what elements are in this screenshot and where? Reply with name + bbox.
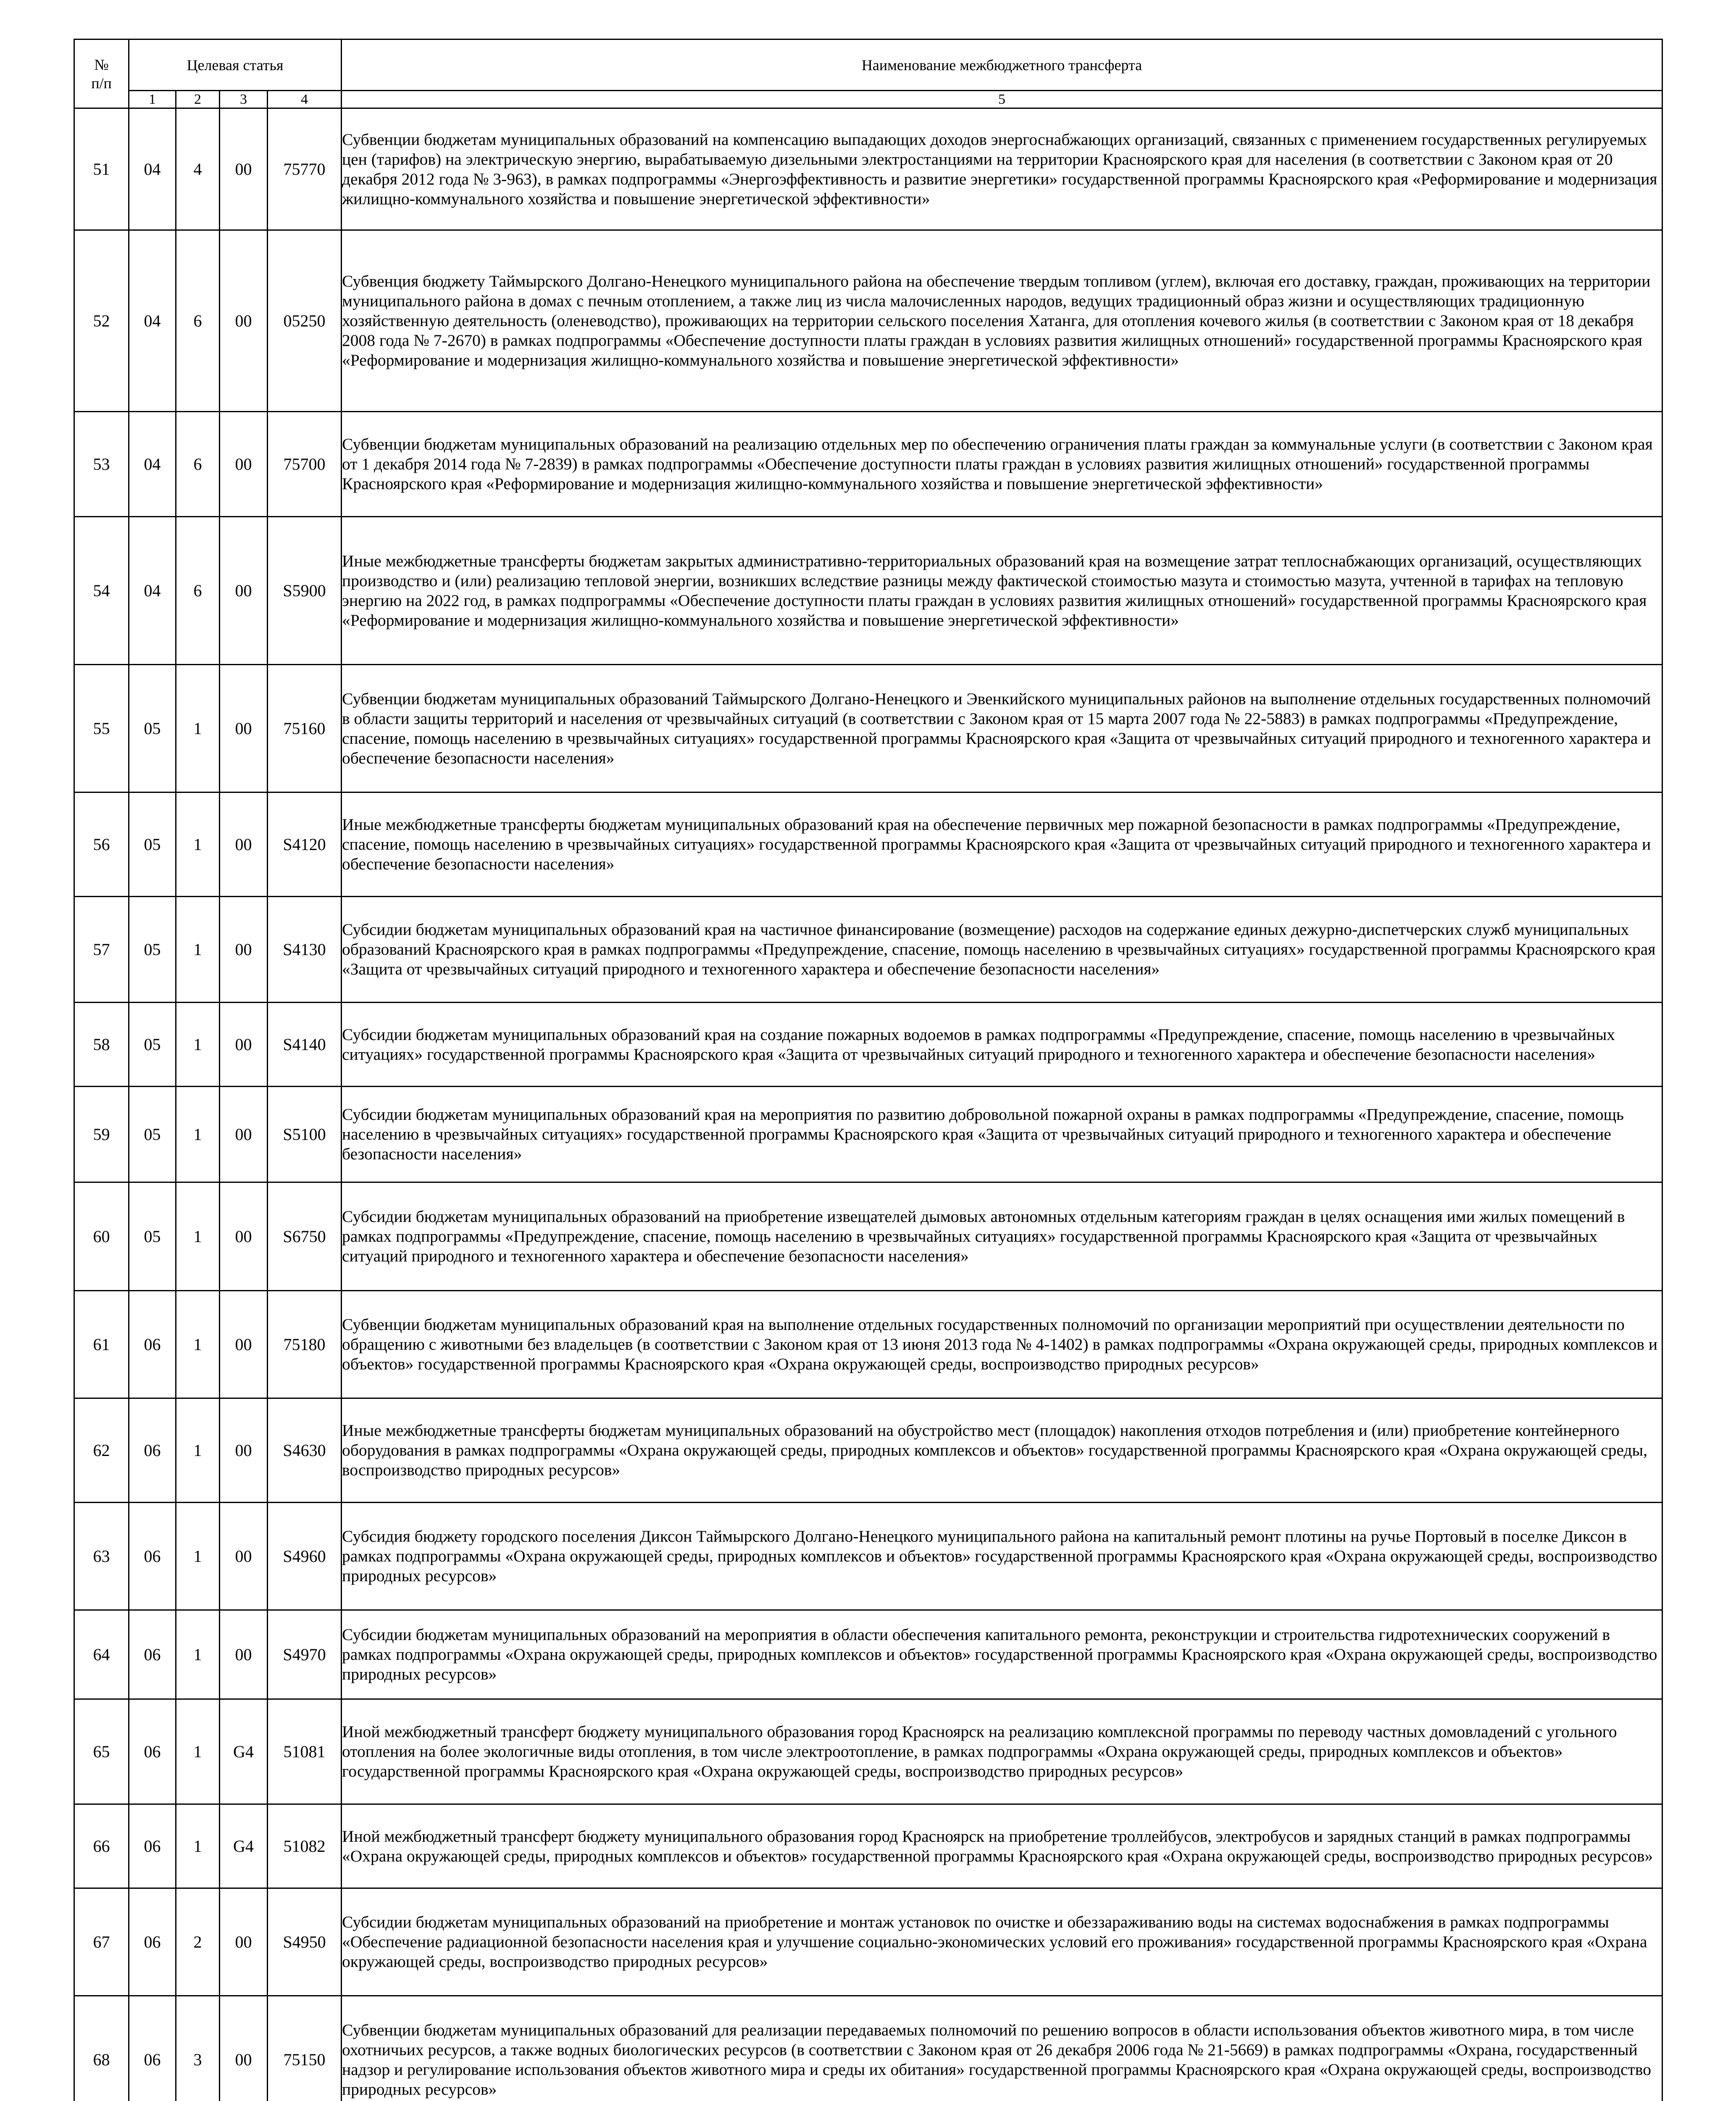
code-2: 4 bbox=[176, 108, 220, 230]
code-2: 1 bbox=[176, 1291, 220, 1398]
table-row bbox=[74, 1291, 1662, 1398]
transfer-description: Субвенции бюджетам муниципальных образований для реализации передаваемых полномочий по решению вопросов в области использования объектов животного мира, в том числе охотничьих ресурсов, а также водных биологических ресурсов (в соответствии с Законом края от 26 декабря 2006 года № 21-5669) в рамках подпрограммы «Охрана, государственный надзор и регулирование использования объектов животного мира и среды их обитания» государственной программы Красноярского края «Охрана окружающей среды, воспроизводство природных ресурсов» bbox=[342, 1996, 1662, 2101]
code-2: 1 bbox=[176, 1087, 220, 1182]
code-2: 1 bbox=[176, 1182, 220, 1291]
row-number: 63 bbox=[74, 1503, 129, 1610]
transfer-description: Субсидии бюджетам муниципальных образований на приобретение извещателей дымовых автономных отдельным категориям граждан в целях оснащения ими жилых помещений в рамках подпрограммы «Предупреждение, спасение, помощь населению в чрезвычайных ситуациях» государственной программы Красноярского края «Защита от чрезвычайных ситуаций природного и техногенного характера и обеспечение безопасности населения» bbox=[342, 1182, 1662, 1291]
code-3: 00 bbox=[220, 1398, 268, 1503]
header-col-1: 1 bbox=[129, 91, 176, 108]
transfer-description: Иные межбюджетные трансферты бюджетам муниципальных образований края на обеспечение первичных мер пожарной безопасности в рамках подпрограммы «Предупреждение, спасение, помощь населению в чрезвычайных ситуациях» государственной программы Красноярского края «Защита от чрезвычайных ситуаций природного и техногенного характера и обеспечение безопасности населения» bbox=[342, 792, 1662, 897]
transfer-description: Субвенции бюджетам муниципальных образований края на выполнение отдельных государственных полномочий по организации мероприятий при осуществлении деятельности по обращению с животными без владельцев (в соответствии с Законом края от 13 июня 2013 года № 4-1402) в рамках подпрограммы «Охрана окружающей среды, природных комплексов и объектов» государственной программы Красноярского края «Охрана окружающей среды, воспроизводство природных ресурсов» bbox=[342, 1291, 1662, 1398]
row-number: 55 bbox=[74, 665, 129, 792]
code-4: 75150 bbox=[268, 1996, 342, 2101]
code-1: 05 bbox=[129, 897, 176, 1003]
table-row bbox=[74, 1804, 1662, 1888]
transfer-description: Субсидии бюджетам муниципальных образований края на мероприятия по развитию добровольной пожарной охраны в рамках подпрограммы «Предупреждение, спасение, помощь населению в чрезвычайных ситуациях» государственной программы Красноярского края «Защита от чрезвычайных ситуаций природного и техногенного характера и обеспечение безопасности населения» bbox=[342, 1087, 1662, 1182]
header-num-text: № п/п bbox=[91, 56, 112, 92]
row-number: 62 bbox=[74, 1398, 129, 1503]
row-number: 56 bbox=[74, 792, 129, 897]
code-4: S4630 bbox=[268, 1398, 342, 1503]
code-2: 6 bbox=[176, 230, 220, 412]
code-1: 05 bbox=[129, 792, 176, 897]
transfer-description: Иной межбюджетный трансферт бюджету муниципального образования город Красноярск на приобретение троллейбусов, электробусов и зарядных станций в рамках подпрограммы «Охрана окружающей среды, природных комплексов и объектов» государственной программы Красноярского края «Охрана окружающей среды, воспроизводство природных ресурсов» bbox=[342, 1804, 1662, 1888]
code-3: 00 bbox=[220, 665, 268, 792]
transfer-description: Субсидии бюджетам муниципальных образований на приобретение и монтаж установок по очистке и обеззараживанию воды на системах водоснабжения в рамках подпрограммы «Обеспечение радиационной безопасности населения края и улучшение социально-экономических условий его проживания» государственной программы Красноярского края «Охрана окружающей среды, воспроизводство природных ресурсов» bbox=[342, 1888, 1662, 1996]
table-row bbox=[74, 665, 1662, 792]
table-row bbox=[74, 1996, 1662, 2101]
code-1: 06 bbox=[129, 1291, 176, 1398]
table-row bbox=[74, 897, 1662, 1003]
code-1: 05 bbox=[129, 1003, 176, 1087]
code-2: 6 bbox=[176, 517, 220, 665]
code-3: G4 bbox=[220, 1699, 268, 1804]
code-3: 00 bbox=[220, 897, 268, 1003]
row-number: 65 bbox=[74, 1699, 129, 1804]
code-4: 75160 bbox=[268, 665, 342, 792]
code-2: 1 bbox=[176, 1503, 220, 1610]
code-4: 75700 bbox=[268, 412, 342, 517]
row-number: 54 bbox=[74, 517, 129, 665]
table-row bbox=[74, 108, 1662, 230]
code-1: 06 bbox=[129, 1888, 176, 1996]
code-1: 06 bbox=[129, 1996, 176, 2101]
table-row bbox=[74, 1398, 1662, 1503]
transfer-description: Иные межбюджетные трансферты бюджетам муниципальных образований на обустройство мест (площадок) накопления отходов потребления и (или) приобретение контейнерного оборудования в рамках подпрограммы «Охрана окружающей среды, природных комплексов и объектов» государственной программы Красноярского края «Охрана окружающей среды, воспроизводство природных ресурсов» bbox=[342, 1398, 1662, 1503]
row-number: 57 bbox=[74, 897, 129, 1003]
code-3: 00 bbox=[220, 517, 268, 665]
header-transfer-name: Наименование межбюджетного трансферта bbox=[342, 39, 1662, 91]
table-row bbox=[74, 1182, 1662, 1291]
code-3: 00 bbox=[220, 1087, 268, 1182]
row-number: 64 bbox=[74, 1610, 129, 1699]
code-4: S4140 bbox=[268, 1003, 342, 1087]
table-row bbox=[74, 1699, 1662, 1804]
code-3: 00 bbox=[220, 792, 268, 897]
row-number: 60 bbox=[74, 1182, 129, 1291]
code-1: 04 bbox=[129, 108, 176, 230]
code-4: S6750 bbox=[268, 1182, 342, 1291]
transfer-description: Субсидии бюджетам муниципальных образований края на создание пожарных водоемов в рамках подпрограммы «Предупреждение, спасение, помощь населению в чрезвычайных ситуациях» государственной программы Красноярского края «Защита от чрезвычайных ситуаций природного и техногенного характера и обеспечение безопасности населения» bbox=[342, 1003, 1662, 1087]
code-1: 05 bbox=[129, 1087, 176, 1182]
code-4: S4120 bbox=[268, 792, 342, 897]
code-1: 04 bbox=[129, 230, 176, 412]
code-3: 00 bbox=[220, 1503, 268, 1610]
transfer-description: Иные межбюджетные трансферты бюджетам закрытых административно-территориальных образований края на возмещение затрат теплоснабжающих организаций, осуществляющих производство и (или) реализацию тепловой энергии, возникших вследствие разницы между фактической стоимостью мазута и стоимостью мазута, учтенной в тарифах на тепловую энергию на 2022 год, в рамках подпрограммы «Обеспечение доступности платы граждан в условиях развития жилищных отношений» государственной программы Красноярского края «Реформирование и модернизация жилищно-коммунального хозяйства и повышение энергетической эффективности» bbox=[342, 517, 1662, 665]
code-1: 04 bbox=[129, 517, 176, 665]
transfer-description: Иной межбюджетный трансферт бюджету муниципального образования город Красноярск на реализацию комплексной программы по переводу частных домовладений с угольного отопления на более экологичные виды отопления, в том числе электроотопление, в рамках подпрограммы «Охрана окружающей среды, природных комплексов и объектов» государственной программы Красноярского края «Охрана окружающей среды, воспроизводство природных ресурсов» bbox=[342, 1699, 1662, 1804]
row-number: 51 bbox=[74, 108, 129, 230]
code-2: 1 bbox=[176, 792, 220, 897]
header-subrow bbox=[74, 91, 1662, 108]
code-3: 00 bbox=[220, 1291, 268, 1398]
table-row bbox=[74, 230, 1662, 412]
code-2: 6 bbox=[176, 412, 220, 517]
header-num bbox=[74, 39, 129, 108]
code-1: 05 bbox=[129, 665, 176, 792]
code-4: 51081 bbox=[268, 1699, 342, 1804]
row-number: 58 bbox=[74, 1003, 129, 1087]
row-number: 53 bbox=[74, 412, 129, 517]
code-1: 05 bbox=[129, 1182, 176, 1291]
code-2: 1 bbox=[176, 665, 220, 792]
table-row bbox=[74, 1087, 1662, 1182]
row-number: 66 bbox=[74, 1804, 129, 1888]
code-1: 06 bbox=[129, 1610, 176, 1699]
code-2: 1 bbox=[176, 897, 220, 1003]
code-4: S4970 bbox=[268, 1610, 342, 1699]
code-2: 2 bbox=[176, 1888, 220, 1996]
code-4: 51082 bbox=[268, 1804, 342, 1888]
code-3: 00 bbox=[220, 1996, 268, 2101]
transfer-description: Субвенции бюджетам муниципальных образований на реализацию отдельных мер по обеспечению ограничения платы граждан за коммунальные услуги (в соответствии с Законом края от 1 декабря 2014 года № 7-2839) в рамках подпрограммы «Обеспечение доступности платы граждан в условиях развития жилищных отношений» государственной программы Красноярского края «Реформирование и модернизация жилищно-коммунального хозяйства и повышение энергетической эффективности» bbox=[342, 412, 1662, 517]
transfer-description: Субсидия бюджету городского поселения Диксон Таймырского Долгано-Ненецкого муниципального района на капитальный ремонт плотины на ручье Портовый в поселке Диксон в рамках подпрограммы «Охрана окружающей среды, природных комплексов и объектов» государственной программы Красноярского края «Охрана окружающей среды, воспроизводство природных ресурсов» bbox=[342, 1503, 1662, 1610]
code-4: S4130 bbox=[268, 897, 342, 1003]
table-row bbox=[74, 1610, 1662, 1699]
header-col-5: 5 bbox=[342, 91, 1662, 108]
code-4: 05250 bbox=[268, 230, 342, 412]
table-row bbox=[74, 792, 1662, 897]
code-3: 00 bbox=[220, 1182, 268, 1291]
code-4: S4950 bbox=[268, 1888, 342, 1996]
code-1: 06 bbox=[129, 1398, 176, 1503]
header-col-3: 3 bbox=[220, 91, 268, 108]
transfers-table bbox=[74, 39, 1663, 2101]
code-4: 75770 bbox=[268, 108, 342, 230]
row-number: 68 bbox=[74, 1996, 129, 2101]
code-2: 1 bbox=[176, 1003, 220, 1087]
code-1: 04 bbox=[129, 412, 176, 517]
header-row bbox=[74, 39, 1662, 91]
code-2: 1 bbox=[176, 1398, 220, 1503]
code-3: G4 bbox=[220, 1804, 268, 1888]
code-3: 00 bbox=[220, 412, 268, 517]
transfer-description: Субвенции бюджетам муниципальных образований Таймырского Долгано-Ненецкого и Эвенкийского муниципальных районов на выполнение отдельных государственных полномочий в области защиты территорий и населения от чрезвычайных ситуаций (в соответствии с Законом края от 15 марта 2007 года № 22-5883) в рамках подпрограммы «Предупреждение, спасение, помощь населению в чрезвычайных ситуациях» государственной программы Красноярского края «Защита от чрезвычайных ситуаций природного и техногенного характера и обеспечение безопасности населения» bbox=[342, 665, 1662, 792]
code-1: 06 bbox=[129, 1699, 176, 1804]
code-2: 1 bbox=[176, 1804, 220, 1888]
code-4: S5100 bbox=[268, 1087, 342, 1182]
code-2: 1 bbox=[176, 1610, 220, 1699]
table-row bbox=[74, 1003, 1662, 1087]
table-body bbox=[74, 108, 1662, 2101]
code-3: 00 bbox=[220, 1003, 268, 1087]
row-number: 52 bbox=[74, 230, 129, 412]
code-1: 06 bbox=[129, 1503, 176, 1610]
code-3: 00 bbox=[220, 108, 268, 230]
row-number: 61 bbox=[74, 1291, 129, 1398]
code-4: S5900 bbox=[268, 517, 342, 665]
code-1: 06 bbox=[129, 1804, 176, 1888]
transfer-description: Субсидии бюджетам муниципальных образований на мероприятия в области обеспечения капитального ремонта, реконструкции и строительства гидротехнических сооружений в рамках подпрограммы «Охрана окружающей среды, природных комплексов и объектов» государственной программы Красноярского края «Охрана окружающей среды, воспроизводство природных ресурсов» bbox=[342, 1610, 1662, 1699]
transfer-description: Субвенция бюджету Таймырского Долгано-Ненецкого муниципального района на обеспечение твердым топливом (углем), включая его доставку, граждан, проживающих на территории муниципального района в домах с печным отоплением, а также лиц из числа малочисленных народов, ведущих традиционный образ жизни и осуществляющих традиционную хозяйственную деятельность (оленеводство), проживающих на территории сельского поселения Хатанга, для отопления кочевого жилья (в соответствии с Законом края от 18 декабря 2008 года № 7-2670) в рамках подпрограммы «Обеспечение доступности платы граждан в условиях развития жилищных отношений» государственной программы Красноярского края «Реформирование и модернизация жилищно-коммунального хозяйства и повышение энергетической эффективности» bbox=[342, 230, 1662, 412]
code-2: 3 bbox=[176, 1996, 220, 2101]
code-3: 00 bbox=[220, 1610, 268, 1699]
code-2: 1 bbox=[176, 1699, 220, 1804]
code-4: S4960 bbox=[268, 1503, 342, 1610]
table-row bbox=[74, 1888, 1662, 1996]
header-col-4: 4 bbox=[268, 91, 342, 108]
row-number: 67 bbox=[74, 1888, 129, 1996]
row-number: 59 bbox=[74, 1087, 129, 1182]
code-4: 75180 bbox=[268, 1291, 342, 1398]
transfer-description: Субвенции бюджетам муниципальных образований на компенсацию выпадающих доходов энергоснабжающих организаций, связанных с применением государственных регулируемых цен (тарифов) на электрическую энергию, вырабатываемую дизельными электростанциями на территории Красноярского края для населения (в соответствии с Законом края от 20 декабря 2012 года № 3-963), в рамках подпрограммы «Энергоэффективность и развитие энергетики» государственной программы Красноярского края «Реформирование и модернизация жилищно-коммунального хозяйства и повышение энергетической эффективности» bbox=[342, 108, 1662, 230]
table-row bbox=[74, 517, 1662, 665]
header-col-2: 2 bbox=[176, 91, 220, 108]
code-3: 00 bbox=[220, 230, 268, 412]
transfer-description: Субсидии бюджетам муниципальных образований края на частичное финансирование (возмещение) расходов на содержание единых дежурно-диспетчерских служб муниципальных образований Красноярского края в рамках подпрограммы «Предупреждение, спасение, помощь населению в чрезвычайных ситуациях» государственной программы Красноярского края «Защита от чрезвычайных ситуаций природного и техногенного характера и обеспечение безопасности населения» bbox=[342, 897, 1662, 1003]
table-row bbox=[74, 1503, 1662, 1610]
table-row bbox=[74, 412, 1662, 517]
header-target-article: Целевая статья bbox=[129, 39, 342, 91]
code-3: 00 bbox=[220, 1888, 268, 1996]
